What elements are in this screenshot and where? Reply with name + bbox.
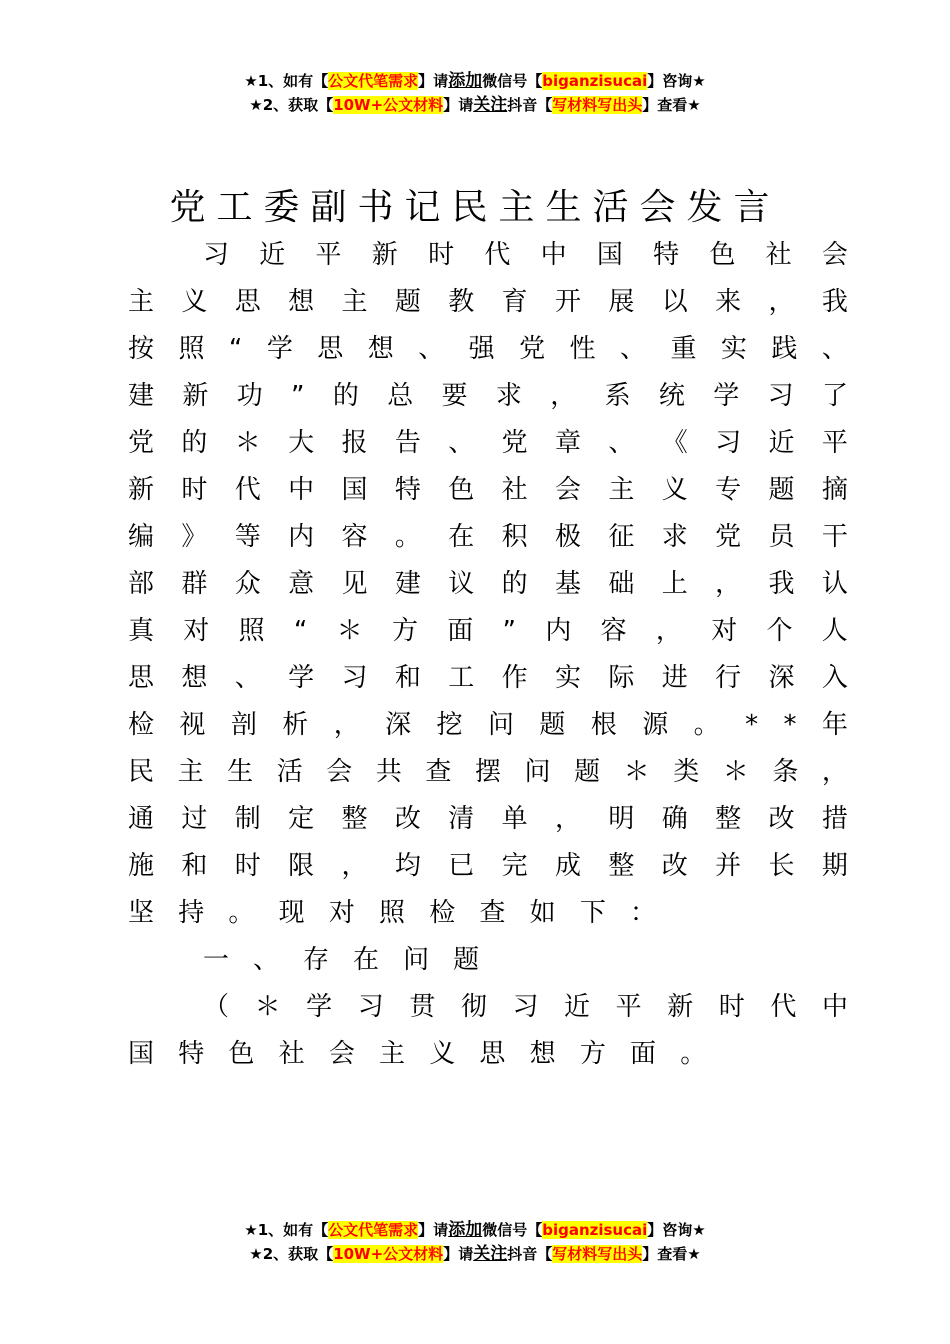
promo-highlight-douyin: 写材料写出头: [552, 96, 643, 114]
promo-text: 微信号【: [482, 1221, 543, 1239]
text-line: 部 群 众 意 见 建 议 的 基 础 上 ， 我 认: [128, 569, 848, 599]
text-line: 主 义 思 想 主 题 教 育 开 展 以 来 ， 我: [128, 287, 848, 317]
document-title: 党工委副书记民主生活会发言: [169, 187, 781, 228]
text-line: 建 新 功 ” 的 总 要 求 ， 系 统 学 习 了: [128, 381, 848, 411]
promo-line-1: [0, 1218, 950, 1242]
promo-highlight-douyin: 写材料写出头: [552, 1245, 643, 1263]
promo-highlight: 10W+公文材料: [333, 1245, 444, 1263]
text-line: 坚 持 。 现 对 照 检 查 如 下 ：: [128, 898, 657, 928]
document-body: [128, 232, 848, 1078]
promo-banner-bottom: [0, 1218, 950, 1266]
text-line: 思 想 、 学 习 和 工 作 实 际 进 行 深 入: [128, 663, 848, 693]
promo-text: 】咨询★: [647, 1221, 706, 1239]
promo-text: 】咨询★: [647, 72, 706, 90]
promo-text: 抖音【: [507, 1245, 553, 1263]
promo-line-2: [0, 93, 950, 117]
text-line: 习 近 平 新 时 代 中 国 特 色 社 会: [203, 240, 848, 270]
section-heading: 一 、 存 在 问 题: [203, 945, 480, 975]
text-line: 新 时 代 中 国 特 色 社 会 主 义 专 题 摘: [128, 475, 848, 505]
text-line: 按 照 “ 学 思 想 、 强 党 性 、 重 实 践 、: [128, 334, 848, 364]
promo-text: 】请: [443, 96, 474, 114]
text-line: 真 对 照 “ ＊ 方 面 ” 内 容 ， 对 个 人: [128, 616, 848, 646]
promo-text: ★1、如有【: [244, 72, 329, 90]
subsection-paragraph: [128, 984, 848, 1078]
text-line: 民 主 生 活 会 共 查 摆 问 题 ＊ 类 ＊ 条 ，: [128, 757, 848, 787]
promo-highlight-wechat-id: biganzisucai: [542, 1221, 648, 1239]
text-line: 施 和 时 限 ， 均 已 完 成 整 改 并 长 期: [128, 851, 848, 881]
promo-highlight: 10W+公文材料: [333, 96, 444, 114]
promo-underline: 关注: [473, 1244, 508, 1264]
promo-underline: 添加: [448, 1220, 483, 1240]
promo-text: 】请: [443, 1245, 474, 1263]
promo-line-1: [0, 69, 950, 93]
promo-text: 】查看★: [642, 1245, 701, 1263]
promo-highlight: 公文代笔需求: [328, 72, 419, 90]
text-line: （ ＊ 学 习 贯 彻 习 近 平 新 时 代 中: [203, 992, 848, 1022]
promo-underline: 添加: [448, 71, 483, 91]
text-line: 编 》 等 内 容 。 在 积 极 征 求 党 员 干: [128, 522, 848, 552]
intro-paragraph: [128, 232, 848, 937]
text-line: 检 视 剖 析 ， 深 挖 问 题 根 源 。 * * 年: [128, 710, 848, 740]
promo-text: 】请: [418, 72, 449, 90]
promo-highlight-wechat-id: biganzisucai: [542, 72, 648, 90]
promo-text: ★2、获取【: [249, 1245, 334, 1263]
text-line: 党 的 ＊ 大 报 告 、 党 章 、 《 习 近 平: [128, 428, 848, 458]
promo-text: ★2、获取【: [249, 96, 334, 114]
promo-highlight: 公文代笔需求: [328, 1221, 419, 1239]
promo-underline: 关注: [473, 95, 508, 115]
promo-line-2: [0, 1242, 950, 1266]
promo-text: 抖音【: [507, 96, 553, 114]
promo-text: 】请: [418, 1221, 449, 1239]
promo-text: 微信号【: [482, 72, 543, 90]
promo-text: ★1、如有【: [244, 1221, 329, 1239]
promo-text: 】查看★: [642, 96, 701, 114]
text-line: 国 特 色 社 会 主 义 思 想 方 面 。: [128, 1039, 707, 1069]
text-line: 通 过 制 定 整 改 清 单 ， 明 确 整 改 措: [128, 804, 848, 834]
promo-banner-top: [0, 69, 950, 117]
